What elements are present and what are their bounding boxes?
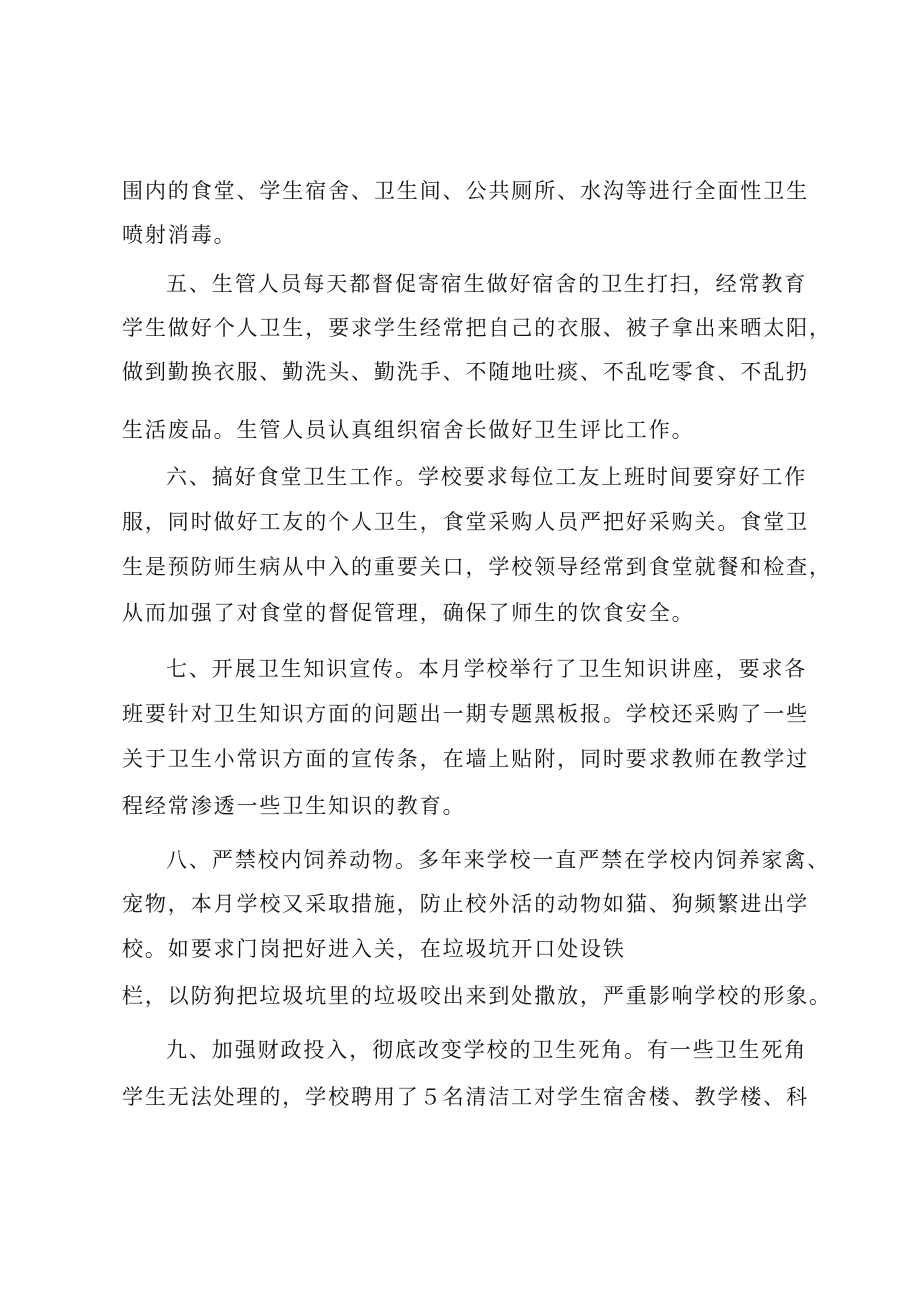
paragraph-start-line: 五、生管人员每天都督促寄宿生做好宿舍的卫生打扫，经常教育: [166, 272, 808, 296]
text-line: 喷射消毒。: [122, 223, 237, 247]
text-line: 围内的食堂、学生宿舍、卫生间、公共厕所、水沟等进行全面性卫生: [122, 179, 809, 203]
text-line: 栏，以防狗把垃圾坑里的垃圾咬出来到处撒放，严重影响学校的形象。: [122, 984, 832, 1008]
text-line: 生活废品。生管人员认真组织宿舍长做好卫生评比工作。: [122, 418, 695, 442]
text-line: 生是预防师生病从中入的重要关口，学校领导经常到食堂就餐和检查，: [122, 555, 832, 579]
text-line: 从而加强了对食堂的督促管理，确保了师生的饮食安全。: [122, 601, 695, 625]
paragraph-start-line: 八、严禁校内饲养动物。多年来学校一直严禁在学校内饲养家禽、: [166, 848, 831, 872]
paragraph-start-line: 六、搞好食堂卫生工作。学校要求每位工友上班时间要穿好工作: [166, 465, 808, 489]
text-line: 程经常渗透一些卫生知识的教育。: [122, 794, 466, 818]
text-line: 服，同时做好工友的个人卫生，食堂采购人员严把好采购关。食堂卫: [122, 510, 809, 534]
text-line: 宠物，本月学校又采取措施，防止校外活的动物如猫、狗频繁进出学: [122, 892, 809, 916]
text-line: 校。如要求门岗把好进入关，在垃圾坑开口处设铁: [122, 937, 626, 961]
text-line: 做到勤换衣服、勤洗头、勤洗手、不随地吐痰、不乱吃零食、不乱扔: [122, 360, 809, 384]
paragraph-start-line: 九、加强财政投入，彻底改变学校的卫生死角。有一些卫生死角: [166, 1038, 808, 1062]
text-line: 班要针对卫生知识方面的问题出一期专题黑板报。学校还采购了一些: [122, 702, 809, 726]
paragraph-start-line: 七、开展卫生知识宣传。本月学校举行了卫生知识讲座，要求各: [166, 657, 808, 681]
text-line: 学生做好个人卫生，要求学生经常把自己的衣服、被子拿出来晒太阳，: [122, 316, 832, 340]
text-line: 关于卫生小常识方面的宣传条，在墙上贴附，同时要求教师在教学过: [122, 747, 809, 771]
text-line: 学生无法处理的，学校聘用了５名清洁工对学生宿舍楼、教学楼、科: [122, 1085, 809, 1109]
